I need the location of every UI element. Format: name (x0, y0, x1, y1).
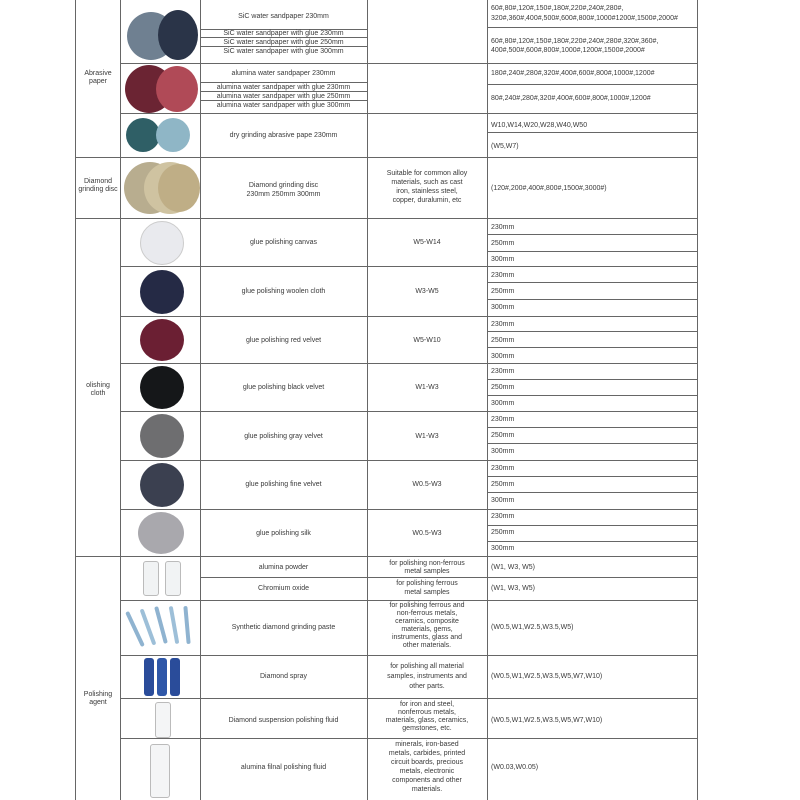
cloth-disc (140, 414, 184, 458)
powder-bottle (165, 561, 181, 596)
suspension-spec: (W0.5,W1,W2.5,W3.5,W5,W7,W10) (491, 717, 603, 724)
diamond-desc-3: iron, stainless steel, (396, 188, 458, 195)
diamond-desc-1: Suitable for common alloy (386, 170, 468, 177)
spray-can (157, 658, 167, 696)
suspension-desc-line: gemstones, etc. (402, 725, 452, 732)
suspension-desc-line: materials, glass, ceramics, (385, 717, 469, 724)
category-polishing-agent: Polishing agent (83, 691, 113, 706)
chromium-oxide-name: Chromium oxide (258, 585, 309, 592)
cloth-size: 250mm (491, 432, 515, 439)
alumina-glue-300-label: alumina water sandpaper with glue 300mm (216, 102, 351, 109)
fluid-bottle (155, 702, 171, 738)
cloth-disc (140, 319, 184, 361)
cloth-size: 250mm (491, 288, 515, 295)
chromium-desc-2: metal samples (404, 589, 450, 596)
cloth-disc (140, 463, 184, 507)
sic-main-label: SiC water sandpaper 230mm (238, 13, 329, 20)
sic-glue-grit-line-2: 400#,500#,600#,800#,1000#,1200#,1500#,2000# (491, 47, 645, 54)
cloth-name: glue polishing fine velvet (245, 481, 322, 488)
cloth-range: W3-W5 (415, 288, 439, 295)
cloth-size: 300mm (491, 304, 515, 311)
diamond-desc-2: materials, such as cast (391, 179, 463, 186)
spray-can (170, 658, 180, 696)
sic-glue-230-label: SiC water sandpaper with glue 230mm (223, 30, 344, 37)
final-desc-line: circuit boards, precious (391, 759, 463, 766)
final-fluid-spec: (W0.03,W0.05) (491, 764, 539, 771)
paste-desc-line: ceramics, composite (395, 618, 459, 625)
cloth-range: W0.5-W3 (412, 530, 442, 537)
final-desc-line: materials. (411, 786, 443, 793)
cloth-range: W0.5-W3 (412, 481, 442, 488)
sic-glue-300-label: SiC water sandpaper with glue 300mm (223, 48, 344, 55)
cloth-size: 300mm (491, 400, 515, 407)
spray-desc-line: other parts. (409, 683, 445, 690)
paste-desc-line: for polishing ferrous and (389, 602, 465, 609)
dry-grit-line-2: (W5,W7) (491, 143, 519, 150)
paste-desc-line: instruments, glass and (391, 634, 463, 641)
cloth-name: glue polishing silk (256, 530, 311, 537)
diamond-grit: (120#,200#,400#,800#,1500#,3000#) (491, 185, 607, 192)
cloth-size: 300mm (491, 353, 515, 360)
syringe (183, 606, 190, 644)
suspension-desc-line: for iron and steel, (399, 701, 455, 708)
cloth-range: W1-W3 (415, 384, 439, 391)
paste-desc-line: materials, gems, (401, 626, 453, 633)
cloth-size: 230mm (491, 465, 515, 472)
final-desc-line: components and other (392, 777, 462, 784)
dry-disc-light (156, 118, 190, 152)
cloth-size: 250mm (491, 529, 515, 536)
cloth-disc (140, 221, 184, 265)
dry-grit-line-1: W10,W14,W20,W28,W40,W50 (491, 122, 588, 129)
alumina-glue-250-label: alumina water sandpaper with glue 250mm (216, 93, 351, 100)
sic-disc-dark (158, 10, 198, 60)
spray-can (144, 658, 154, 696)
final-desc-line: minerals, iron-based (395, 741, 459, 748)
spray-desc-line: for polishing all material (390, 663, 464, 670)
cloth-range: W1-W3 (415, 433, 439, 440)
alumina-glue-grit: 80#,240#,280#,320#,400#,600#,800#,1000#,1200# (491, 95, 651, 102)
alumina-powder-spec: (W1, W3, W5) (491, 564, 535, 571)
alumina-main-label: alumina water sandpaper 230mm (231, 70, 336, 77)
category-abrasive-paper: Abrasive paper (84, 70, 112, 85)
suspension-fluid-name: Diamond suspension polishing fluid (228, 717, 339, 724)
fluid-bottle (150, 744, 170, 798)
category-diamond-grinding-disc: Diamond grinding disc (78, 178, 118, 193)
cloth-name: glue polishing gray velvet (244, 433, 323, 440)
diamond-disc-name: Diamond grinding disc (248, 182, 319, 189)
chromium-desc-1: for polishing ferrous (396, 580, 458, 587)
cloth-range: W5-W10 (413, 337, 441, 344)
spray-desc-line: samples, instruments and (387, 673, 467, 680)
final-fluid-name: alumina filnal polishing fluid (240, 764, 327, 771)
diamond-disc-3 (158, 164, 200, 212)
suspension-desc-line: nonferrous metals, (398, 709, 456, 716)
alumina-grit: 180#,240#,280#,320#,400#,600#,800#,1000#,1200# (491, 70, 655, 77)
diamond-paste-name: Synthetic diamond grinding paste (231, 624, 336, 631)
sic-grit-line-2: 320#,360#,400#,500#,600#,800#,1000#1200#,1500#,2000# (491, 15, 678, 22)
diamond-spray-name: Diamond spray (259, 673, 308, 680)
diamond-disc-sizes: 230mm 250mm 300mm (246, 191, 321, 198)
cloth-disc (140, 270, 184, 314)
alumina-disc-light (156, 66, 198, 112)
alumina-powder-desc-1: for polishing non-ferrous (389, 560, 465, 567)
paste-desc-line: non-ferrous metals, (396, 610, 458, 617)
cloth-size: 230mm (491, 416, 515, 423)
final-desc-line: metals, electronic (399, 768, 455, 775)
spray-spec: (W0.5,W1,W2.5,W3.5,W5,W7,W10) (491, 673, 603, 680)
final-desc-line: metals, carbides, printed (388, 750, 466, 757)
powder-bottle (143, 561, 159, 596)
cloth-name: glue polishing canvas (250, 239, 317, 246)
cloth-name: glue polishing black velvet (242, 384, 325, 391)
cloth-size: 300mm (491, 256, 515, 263)
cloth-size: 300mm (491, 448, 515, 455)
cloth-size: 230mm (491, 321, 515, 328)
cloth-name: glue polishing red velvet (245, 337, 322, 344)
cloth-size: 230mm (491, 272, 515, 279)
cloth-size: 300mm (491, 497, 515, 504)
sic-grit-line-1: 60#,80#,120#,150#,180#,220#,240#,280#, (491, 5, 624, 12)
cloth-range: W5-W14 (413, 239, 441, 246)
category-polishing-cloth: olishing cloth (86, 382, 110, 397)
cloth-name: glue polishing woolen cloth (241, 288, 326, 295)
chromium-spec: (W1, W3, W5) (491, 585, 535, 592)
cloth-size: 250mm (491, 240, 515, 247)
sic-glue-250-label: SiC water sandpaper with glue 250mm (223, 39, 344, 46)
alumina-glue-230-label: alumina water sandpaper with glue 230mm (216, 84, 351, 91)
cloth-size: 230mm (491, 224, 515, 231)
cloth-size: 250mm (491, 384, 515, 391)
alumina-powder-desc-2: metal samples (404, 568, 450, 575)
sic-glue-grit-line-1: 60#,80#,120#,150#,180#,220#,240#,280#,320#,360#, (491, 38, 659, 45)
cloth-size: 250mm (491, 337, 515, 344)
alumina-powder-name: alumina powder (258, 564, 309, 571)
cloth-disc (140, 366, 184, 409)
cloth-size: 230mm (491, 513, 515, 520)
paste-desc-line: other materials. (402, 642, 452, 649)
paste-spec: (W0.5,W1,W2.5,W3.5,W5) (491, 624, 574, 631)
syringe (154, 606, 168, 644)
cloth-size: 230mm (491, 368, 515, 375)
syringe (169, 606, 180, 644)
cloth-size: 300mm (491, 545, 515, 552)
diamond-desc-4: copper, duralumin, etc (392, 197, 462, 204)
cloth-disc (138, 512, 184, 554)
dry-grinding-label: dry grinding abrasive pape 230mm (229, 132, 338, 139)
dry-disc-dark (126, 118, 160, 152)
cloth-size: 250mm (491, 481, 515, 488)
